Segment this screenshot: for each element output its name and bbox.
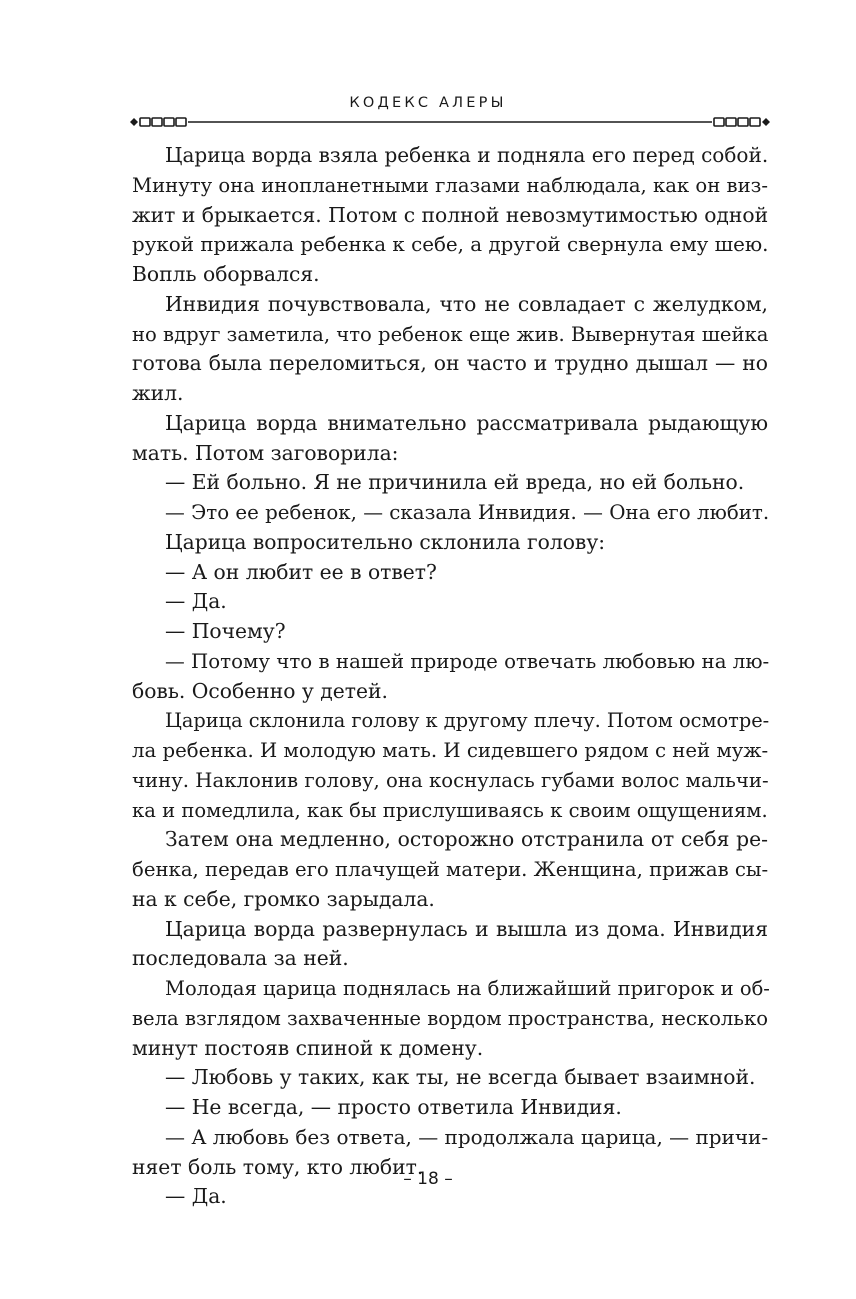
text-line: Инвидия почувствовала, что не совладает с желудком, [165, 291, 768, 316]
text-line: последовала за ней. [132, 946, 349, 971]
text-line: — А он любит ее в ответ? [165, 559, 437, 584]
text-line: — Ей больно. Я не причинила ей вреда, но ей больно. [165, 470, 745, 495]
text-line: жит и брыкается. Потом с полной невозмутимостью одной [132, 202, 769, 227]
text-line: — Это ее ребенок, — сказала Инвидия. — Она его любит. [165, 501, 770, 524]
text-line: Царица ворда развернулась и вышла из дома. Инвидия [165, 916, 768, 941]
paragraph [132, 915, 768, 975]
text-line: — Потому что в нашей природе отвечать любовью на лю- [165, 649, 770, 673]
paragraph [132, 290, 768, 409]
text-line: Царица вопросительно склонила голову: [165, 529, 606, 554]
text-line: на к себе, громко зарыдала. [132, 886, 435, 911]
text-line: Царица склонила голову к другому плечу. Потом осмотре- [165, 709, 770, 733]
text-line: Затем она медленно, осторожно отстранила от себя ре- [165, 827, 768, 852]
text-line: чину. Наклонив голову, она коснулась губами волос мальчи- [132, 768, 769, 792]
text-line: — Да. [165, 589, 227, 614]
text-line: — Почему? [165, 619, 286, 643]
paragraph [132, 141, 768, 290]
paragraph [132, 974, 768, 1063]
text-line: Вопль оборвался. [132, 262, 320, 286]
text-line: вела взглядом захваченные вордом пространства, несколько [132, 1006, 768, 1030]
text-line: — Не всегда, — просто ответила Инвидия. [165, 1095, 622, 1119]
text-line: — А любовь без ответа, — продолжала царица, — причи- [165, 1124, 769, 1149]
text-line: жил. [132, 381, 184, 405]
right-chain-ornament [714, 118, 760, 126]
paragraph [132, 587, 768, 617]
text-line: Молодая царица поднялась на ближайший пригорок и об- [165, 977, 770, 1000]
text-line: няет боль тому, кто любит. [132, 1154, 424, 1179]
paragraph [132, 1093, 768, 1123]
paragraph [132, 558, 768, 588]
paragraph [132, 468, 768, 498]
text-line: Минуту она инопланетными глазами наблюдала, как он виз- [132, 173, 768, 197]
left-diamond-ornament [130, 118, 138, 126]
text-line: бенка, передав его плачущей матери. Женщина, прижав сы- [132, 858, 769, 881]
text-line: рукой прижала ребенка к себе, а другой свернула ему шею. [132, 233, 769, 257]
text-line: минут постояв спиной к домену. [132, 1035, 484, 1060]
paragraph [132, 498, 768, 528]
text-line: готова была переломиться, он часто и трудно дышал — но [132, 351, 768, 376]
paragraph [132, 706, 768, 825]
text-line: Царица ворда взяла ребенка и подняла его перед собой. [165, 143, 769, 167]
running-head: КОДЕКС АЛЕРЫ [349, 95, 507, 111]
paragraph [132, 647, 768, 707]
text-line: — Любовь у таких, как ты, не всегда бывает взаимной. [165, 1065, 756, 1090]
text-line: мать. Потом заговорила: [132, 440, 399, 465]
text-line: Царица ворда внимательно рассматривала рыдающую [165, 410, 768, 435]
body-text [132, 141, 768, 1212]
left-chain-ornament [140, 118, 186, 126]
text-line: ла ребенка. И молодую мать. И сидевшего рядом с ней муж- [132, 739, 769, 762]
text-line: ка и помедлила, как бы прислушиваясь к своим ощущениям. [132, 798, 768, 822]
header-ornament-rule [130, 112, 770, 132]
right-diamond-ornament [762, 118, 770, 126]
text-line: но вдруг заметила, что ребенок еще жив. Вывернутая шейка [132, 322, 769, 346]
text-line: бовь. Особенно у детей. [132, 678, 388, 703]
paragraph [132, 617, 768, 647]
text-line: — Да. [165, 1184, 227, 1209]
paragraph [132, 1063, 768, 1093]
page-number: – 18 – [403, 1169, 453, 1189]
paragraph [132, 528, 768, 558]
paragraph [132, 409, 768, 469]
paragraph [132, 825, 768, 914]
